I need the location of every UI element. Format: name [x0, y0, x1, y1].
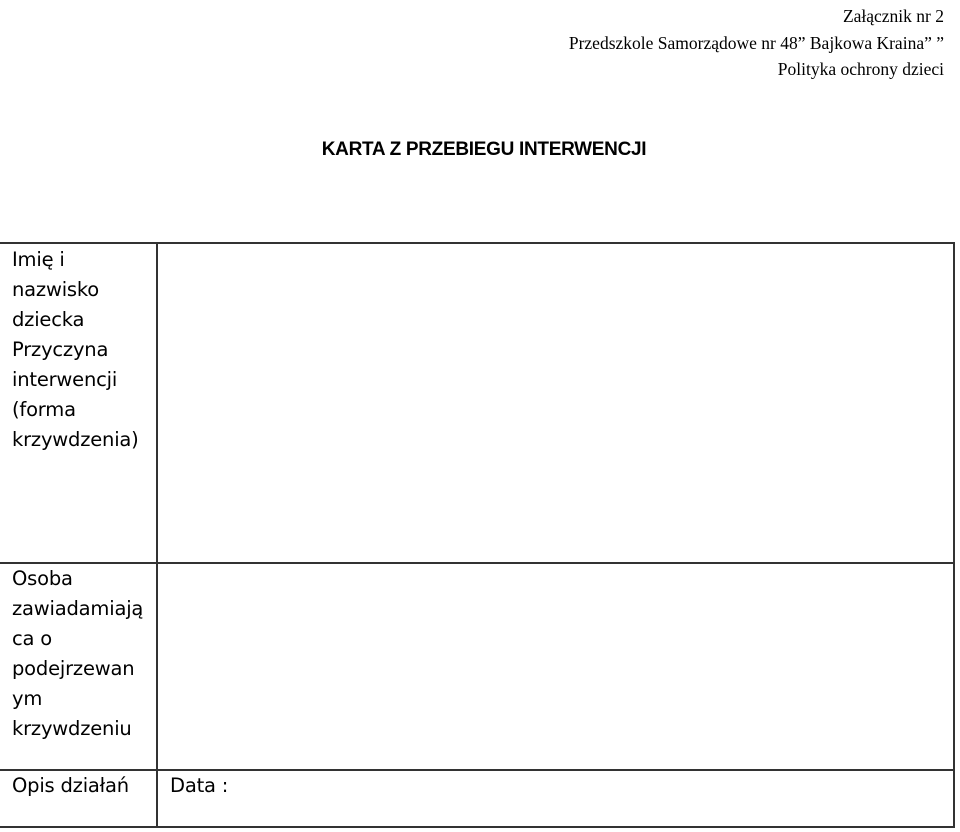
label-line: interwencji [12, 368, 118, 391]
reporting-person-label [12, 564, 154, 744]
label-line: krzywdzeniu [12, 717, 132, 740]
label-line: zawiadamiają [12, 597, 144, 620]
label-line: dziecka [12, 308, 85, 331]
policy-name: Polityka ochrony dzieci [777, 59, 944, 79]
column-divider [156, 244, 158, 826]
label-line: podejrzewan [12, 657, 135, 680]
label-line: (forma [12, 398, 76, 421]
document-header [569, 3, 944, 83]
label-line: ca o [12, 627, 52, 650]
label-line: krzywdzenia) [12, 428, 139, 451]
actions-description-label: Opis działań [12, 774, 129, 797]
label-line: Imię i [12, 248, 65, 271]
date-field[interactable]: Data : [170, 774, 229, 797]
page-title: KARTA Z PRZEBIEGU INTERWENCJI [321, 139, 647, 160]
institution-name: Przedszkole Samorządowe nr 48” Bajkowa Kraina” ” [568, 32, 944, 53]
attachment-number: Załącznik nr 2 [842, 6, 944, 26]
label-line: nazwisko [12, 278, 99, 301]
label-line: Przyczyna [12, 338, 109, 361]
label-line: Osoba [12, 567, 73, 590]
child-name-and-reason-label [12, 245, 154, 455]
intervention-form-table [0, 242, 955, 828]
label-line: ym [12, 687, 43, 710]
